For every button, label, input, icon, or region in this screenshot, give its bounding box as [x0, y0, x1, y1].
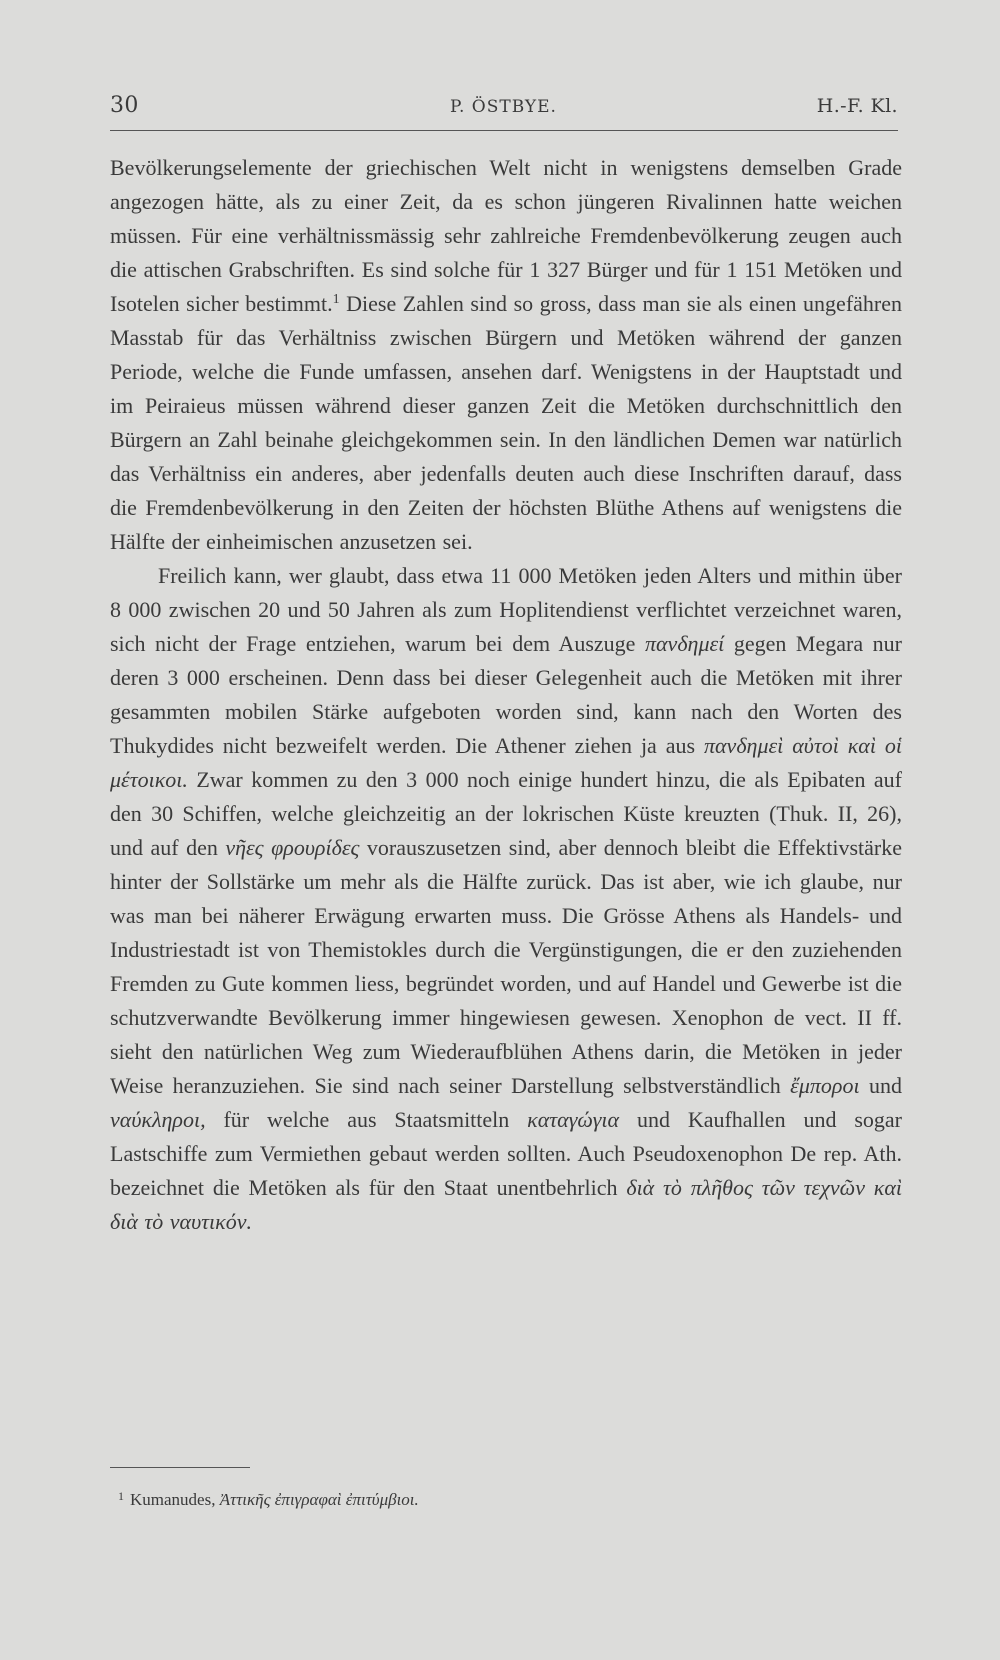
greek-phrase: πανδημεί: [644, 631, 725, 656]
text-run: vorauszusetzen sind, aber dennoch bleibt die Effektivstärke hinter der Sollstärke um mehr als die Hälfte zurück. Das ist aber, wie ich glaube, nur was man bei näherer Erwägung erwarten muss. Die Grösse Athens als Handels- und Industriestadt ist von Themistokles durch die Vergünstigungen, die er den zuziehenden Fremden zu Gute kommen liess, begründet worden, und auf Handel und Gewerbe ist die schutzverwandte Bevölkerung immer hingewiesen gewesen. Xenophon de vect. II ff. sieht den natürlichen Weg zum Wiederaufblühen Athens darin, die Metöken in jeder Weise heranzuziehen. Sie sind nach seiner Darstellung selbstverständlich: [110, 835, 902, 1098]
greek-phrase: νῆες φρουρίδες: [225, 835, 360, 860]
text-run: Diese Zahlen sind so gross, dass man sie als einen ungefähren Masstab für das Verhältniss zwischen Bürgern und Metöken während der ganzen Periode, welche die Funde umfassen, ansehen darf. Wenigstens in der Hauptstadt und im Peiraieus müssen während dieser ganzen Zeit die Metöken durchschnittlich den Bürgern an Zahl beinahe gleichgekommen sein. In den ländlichen Demen war natürlich das Verhältniss ein anderes, aber jedenfalls deuten auch diese Inschriften darauf, dass die Fremdenbevölkerung in den Zeiten der höchsten Blüthe Athens auf wenigstens die Hälfte der einheimischen anzusetzen sei.: [110, 291, 903, 554]
text-run: für welche aus Staatsmitteln: [205, 1107, 528, 1132]
greek-phrase: καταγώγια: [527, 1107, 620, 1132]
greek-phrase: ναύκληροι,: [110, 1107, 206, 1132]
footnote-marker: 1: [118, 1489, 124, 1503]
footnote-author: Kumanudes,: [130, 1490, 220, 1509]
paragraph: [110, 559, 902, 1239]
paragraph: [110, 151, 902, 559]
greek-phrase: διὰ τὸ πλῆθος τῶν τεχνῶν καὶ διὰ τὸ ναυτικόν.: [110, 1175, 902, 1234]
page-header: [110, 93, 898, 127]
text-run: Bevölkerungselemente der griechischen Welt nicht in wenigstens demselben Grade angezogen hätte, als zu einer Zeit, da es schon jüngeren Rivalinnen hatte weichen müssen. Für eine verhältnissmässig sehr zahlreiche Fremdenbevölkerung zeugen auch die attischen Grabschriften. Es sind solche für 1 327 Bürger und für 1 151 Metöken und Isotelen sicher bestimmt.: [110, 155, 902, 316]
footnote-title: Ἀττικῆς ἐπιγραφαὶ ἐπιτύμβιοι.: [219, 1490, 419, 1509]
page-number: 30: [110, 93, 139, 118]
text-run: Zwar kommen zu den 3 000 noch einige hundert hinzu, die als Epibaten auf den 30 Schiffen, welche gleichzeitig an der lokrischen Küste kreuzten (Thuk. II, 26), und auf den: [110, 767, 902, 860]
running-head-section: H.-F. Kl.: [816, 95, 898, 117]
header-rule: [110, 130, 898, 131]
footnote: [118, 1488, 878, 1512]
greek-phrase: πανδημεὶ αὐτοὶ καὶ οἱ μέτοικοι.: [110, 733, 902, 792]
greek-phrase: ἔμποροι: [790, 1073, 860, 1098]
text-run: Freilich kann, wer glaubt, dass etwa 11 000 Metöken jeden Alters und mithin über 8 000 zwischen 20 und 50 Jahren als zum Hoplitendienst verflichtet verzeichnet waren, sich nicht der Frage entziehen, warum bei dem Auszuge: [110, 563, 902, 656]
text-run: und Kaufhallen und sogar Lastschiffe zum Vermiethen gebaut werden sollten. Auch Pseudoxenophon De rep. Ath. bezeichnet die Metöken als für den Staat unentbehrlich: [110, 1107, 902, 1200]
footnote-rule: [110, 1467, 250, 1468]
body-text: [110, 151, 902, 1239]
running-head-author: P. ÖSTBYE.: [450, 97, 557, 117]
text-run: und: [859, 1073, 902, 1098]
footnote-reference: 1: [332, 292, 340, 307]
text-run: gegen Megara nur deren 3 000 erscheinen. Denn dass bei dieser Gelegenheit auch die Metöken mit ihrer gesammten mobilen Stärke aufgeboten worden sind, kann nach den Worten des Thukydides nicht bezweifelt werden. Die Athener ziehen ja aus: [110, 631, 902, 758]
